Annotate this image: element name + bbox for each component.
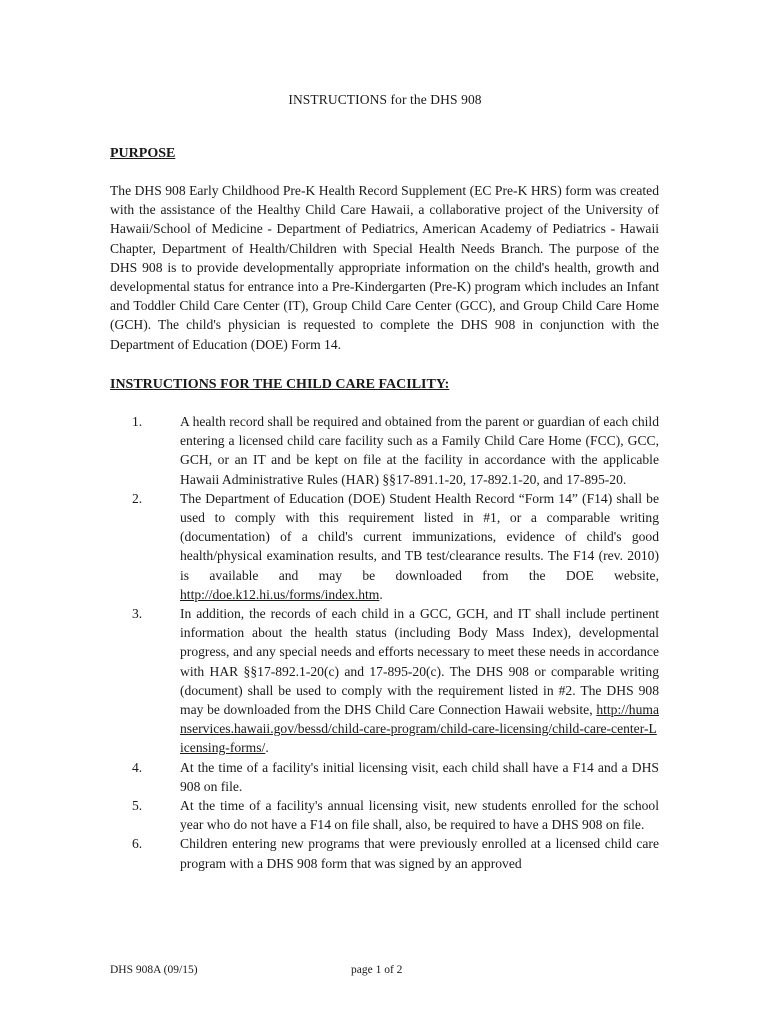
item-number: 4. bbox=[132, 759, 143, 775]
dhs-forms-link[interactable]: http://humanservices.hawaii.gov/bessd/child-care-program/child-care-licensing/child-care-center-Licensing-forms/ bbox=[180, 702, 659, 756]
purpose-heading: PURPOSE bbox=[110, 146, 176, 161]
item-text: The Department of Education (DOE) Student Health Record “Form 14” (F14) shall be used to comply with this requirement listed in #1, or a comparable writing (documentation) of a child's current immunizations, evidence of child's good health/physical examination results, and TB test/clearance results. The F14 (rev. 2010) is available and may be downloaded from the DOE website, bbox=[180, 490, 659, 583]
purpose-paragraph: The DHS 908 Early Childhood Pre-K Health Record Supplement (EC Pre-K HRS) form was created with the assistance of the Healthy Child Care Hawaii, a collaborative project of the University of Hawaii/School of Medicine - Department of Pediatrics, American Academy of Pediatrics - Hawaii Chapter, Department of Health/Children with Special Health Needs Branch. The purpose of the DHS 908 is to provide developmentally appropriate information on the child's health, growth and developmental status for entrance into a Pre-Kindergarten (Pre-K) program which includes an Infant and Toddler Child Care Center (IT), Group Child Care Center (GCC), and Group Child Care Home (GCH). The child's physician is requested to complete the DHS 908 in conjunction with the Department of Education (DOE) Form 14. bbox=[110, 183, 659, 352]
list-item bbox=[110, 758, 659, 796]
item-text-end: . bbox=[379, 586, 383, 602]
item-text-wrap bbox=[180, 489, 659, 604]
item-number: 1. bbox=[132, 414, 143, 429]
item-number: 3. bbox=[132, 606, 143, 622]
form-number-footer: DHS 908A (09/15) bbox=[110, 964, 198, 976]
list-item bbox=[110, 834, 659, 872]
item-text: A health record shall be required and obtained from the parent or guardian of each child entering a licensed child care facility such as a Family Child Care Home (FCC), GCC, GCH, or an IT and be kept on file at the facility in accordance with the applicable Hawaii Administrative Rules (HAR) §§17-891.1-20, 17-892.1-20, and 17-895-20. bbox=[180, 414, 659, 487]
instructions-heading: INSTRUCTIONS FOR THE CHILD CARE FACILITY: bbox=[110, 377, 450, 392]
item-text: At the time of a facility's annual licensing visit, new students enrolled for the school year who do not have a F14 on file shall, also, be required to have a DHS 908 on file. bbox=[180, 798, 659, 833]
item-text: In addition, the records of each child in a GCC, GCH, and IT shall include pertinent information about the health status (including Body Mass Index), developmental progress, and any special needs and efforts necessary to meet these needs in accordance with HAR §§17-892.1-20(c) and 17-895-20(c). The DHS 908 or comparable writing (document) shall be used to comply with the requirement listed in #2. The DHS 908 may be downloaded from the DHS Child Care Connection Hawaii website, bbox=[180, 606, 659, 718]
list-item bbox=[110, 489, 659, 604]
doe-forms-link[interactable]: http://doe.k12.hi.us/forms/index.htm bbox=[180, 586, 380, 602]
item-text: Children entering new programs that were previously enrolled at a licensed child care program with a DHS 908 form that was signed by an approved bbox=[180, 836, 659, 871]
item-text-wrap bbox=[180, 604, 659, 758]
item-number: 6. bbox=[132, 836, 143, 852]
page-number-footer: page 1 of 2 bbox=[351, 964, 403, 976]
item-text-end: . bbox=[265, 740, 269, 756]
document-title: INSTRUCTIONS for the DHS 908 bbox=[288, 92, 482, 107]
item-number: 2. bbox=[132, 490, 143, 506]
item-number: 5. bbox=[132, 798, 143, 814]
instructions-list bbox=[110, 412, 659, 873]
list-item bbox=[110, 412, 659, 489]
list-item bbox=[110, 604, 659, 758]
list-item bbox=[110, 796, 659, 834]
item-text: At the time of a facility's initial licensing visit, each child shall have a F14 and a DHS 908 on file. bbox=[180, 759, 659, 794]
